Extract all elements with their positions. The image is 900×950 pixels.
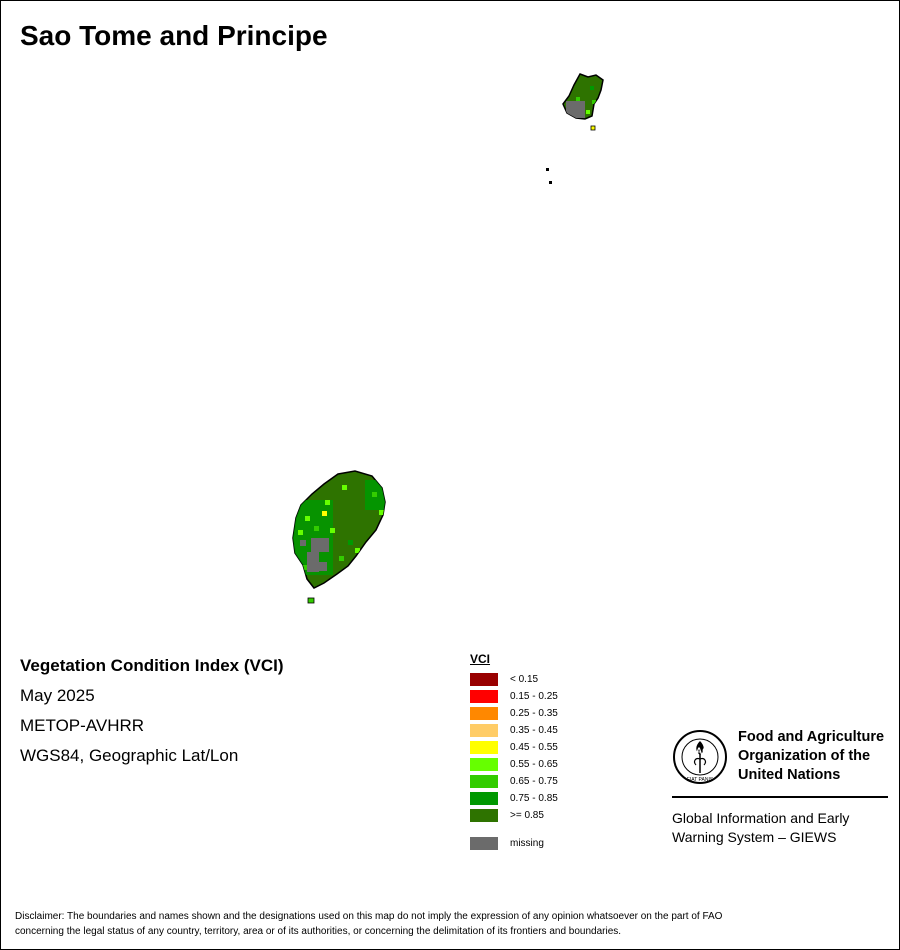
legend-swatch bbox=[470, 775, 498, 788]
legend-item bbox=[470, 756, 558, 773]
fao-logo-text: FAO bbox=[690, 745, 710, 756]
fao-divider bbox=[672, 796, 888, 798]
legend-label: 0.35 - 0.45 bbox=[510, 725, 558, 736]
disclaimer-line: Disclaimer: The boundaries and names shown and the designations used on this map do not imply the expression of any opinion whatsoever on the part of FAO bbox=[15, 911, 723, 922]
legend-item bbox=[470, 722, 558, 739]
sao-tome-cell bbox=[330, 528, 335, 533]
legend-label: < 0.15 bbox=[510, 674, 539, 685]
legend-item bbox=[470, 739, 558, 756]
legend-label: 0.15 - 0.25 bbox=[510, 691, 558, 702]
disclaimer bbox=[15, 909, 885, 939]
legend-item bbox=[470, 671, 558, 688]
fao-logo-motto: FIAT PANIS bbox=[686, 776, 714, 783]
giews-label bbox=[672, 809, 888, 847]
legend-item bbox=[470, 790, 558, 807]
legend bbox=[470, 652, 558, 852]
fao-name-line: Organization of the bbox=[738, 748, 871, 764]
islet-1 bbox=[546, 168, 549, 171]
fao-name-line: Food and Agriculture bbox=[738, 729, 885, 745]
sao-tome-cell bbox=[342, 485, 347, 490]
map-title: Sao Tome and Principe bbox=[20, 20, 328, 51]
principe-missing-area bbox=[566, 101, 585, 118]
legend-label: missing bbox=[510, 838, 544, 849]
legend-swatch bbox=[470, 792, 498, 805]
legend-swatch bbox=[470, 741, 498, 754]
legend-label: 0.55 - 0.65 bbox=[510, 759, 558, 770]
sao-tome-cell bbox=[298, 530, 303, 535]
legend-swatch bbox=[470, 673, 498, 686]
sao-tome-missing-area bbox=[318, 562, 327, 571]
principe-islet bbox=[591, 126, 595, 130]
sensor-label: METOP-AVHRR bbox=[20, 716, 145, 735]
period-label: May 2025 bbox=[20, 686, 95, 705]
index-title: Vegetation Condition Index (VCI) bbox=[20, 656, 284, 675]
islet-2 bbox=[549, 181, 552, 184]
sao-tome-missing-area bbox=[311, 538, 329, 552]
legend-label: >= 0.85 bbox=[510, 810, 544, 821]
legend-label: 0.25 - 0.35 bbox=[510, 708, 558, 719]
sao-tome-cell bbox=[305, 516, 310, 521]
island-sao-tome bbox=[293, 471, 387, 603]
legend-item-missing bbox=[470, 835, 558, 852]
legend-swatch bbox=[470, 707, 498, 720]
fao-name-line: United Nations bbox=[738, 767, 841, 783]
legend-swatch bbox=[470, 690, 498, 703]
legend-label: 0.45 - 0.55 bbox=[510, 742, 558, 753]
legend-swatch bbox=[470, 837, 498, 850]
disclaimer-line: concerning the legal status of any country, territory, area or of its authorities, or concerning the delimitation of its frontiers and boundaries. bbox=[15, 926, 622, 937]
sao-tome-cell bbox=[348, 540, 353, 545]
sao-tome-cell bbox=[372, 492, 377, 497]
fao-name bbox=[738, 728, 884, 785]
sao-tome-cell bbox=[322, 511, 327, 516]
sao-tome-islet bbox=[308, 598, 314, 603]
legend-item bbox=[470, 807, 558, 824]
legend-swatch bbox=[470, 809, 498, 822]
island-principe bbox=[546, 74, 603, 184]
sao-tome-cell bbox=[339, 556, 344, 561]
fao-block bbox=[672, 728, 888, 847]
principe-cell bbox=[590, 86, 594, 90]
legend-swatch bbox=[470, 758, 498, 771]
legend-title: VCI bbox=[470, 652, 491, 666]
sao-tome-missing-area bbox=[300, 540, 306, 546]
projection-label: WGS84, Geographic Lat/Lon bbox=[20, 746, 239, 765]
sao-tome-cell bbox=[325, 500, 330, 505]
legend-label: 0.75 - 0.85 bbox=[510, 793, 558, 804]
map-info bbox=[20, 656, 284, 776]
legend-item bbox=[470, 773, 558, 790]
legend-item bbox=[470, 688, 558, 705]
sao-tome-cell bbox=[314, 526, 319, 531]
giews-line: Global Information and Early bbox=[672, 810, 850, 826]
principe-cell bbox=[586, 110, 590, 114]
legend-swatch bbox=[470, 724, 498, 737]
fao-logo bbox=[672, 729, 728, 785]
principe-cell bbox=[576, 97, 580, 101]
legend-item bbox=[470, 705, 558, 722]
giews-line: Warning System – GIEWS bbox=[672, 829, 837, 845]
legend-label: 0.65 - 0.75 bbox=[510, 776, 558, 787]
sao-tome-missing-area bbox=[307, 552, 319, 572]
